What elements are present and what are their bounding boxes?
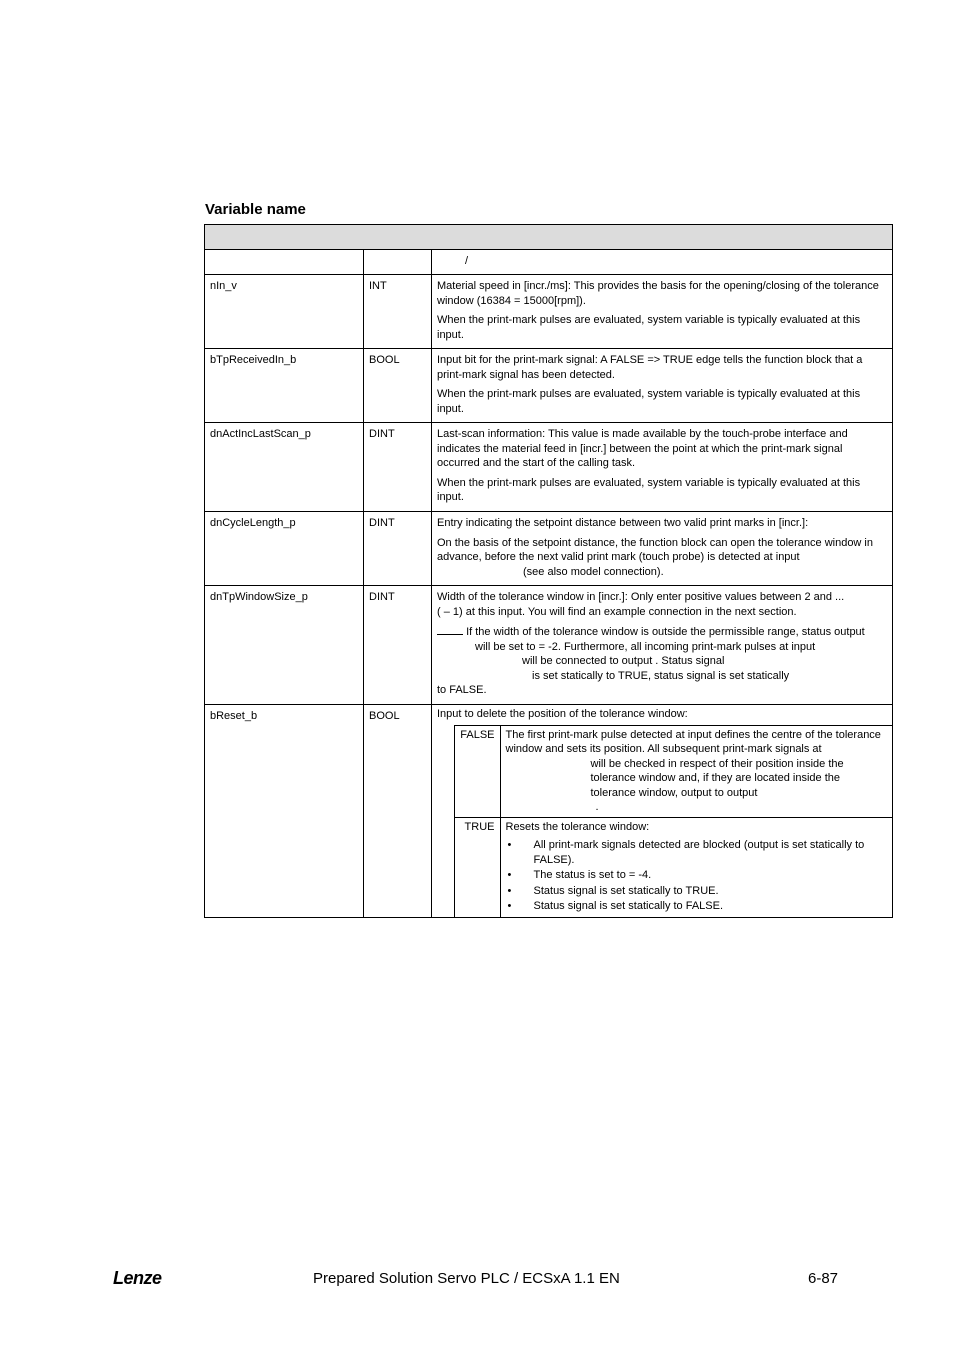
reset-false-label: FALSE <box>454 725 500 817</box>
reset-true-intro: Resets the tolerance window: <box>505 820 650 833</box>
var-desc: (see also model connection). <box>523 565 664 578</box>
var-type: BOOL <box>364 705 432 918</box>
table-header-row <box>205 225 893 250</box>
list-item: • All print-mark signals detected are blocked (output is set statically to FALSE). <box>507 839 865 866</box>
table-row <box>205 423 893 512</box>
var-name: dnCycleLength_p <box>205 512 364 586</box>
note-underline <box>437 624 463 635</box>
var-name: dnTpWindowSize_p <box>205 586 364 705</box>
reset-true-label: TRUE <box>454 817 500 917</box>
page-number: 6-87 <box>808 1270 839 1287</box>
list-item: • Status signal is set statically to FALSE. <box>507 900 724 912</box>
section-title: Variable name <box>205 201 306 218</box>
var-desc: Last-scan information: This value is made available by the touch-probe interface and indicates the material feed in [incr.] between the point at which the print-mark signal occurred and the start of the calling task. <box>437 428 848 469</box>
variables-table <box>204 224 893 918</box>
var-desc: When the print-mark pulses are evaluated, system variable is typically evaluated at this input. <box>437 476 861 503</box>
bullet-icon: • <box>507 884 512 897</box>
bullet-icon: • <box>507 900 512 912</box>
var-desc: On the basis of the setpoint distance, the function block can open the tolerance window in advance, before the next valid print mark (touch probe) is detected at input <box>437 536 873 563</box>
subheader-slash: / <box>465 255 469 267</box>
var-type: DINT <box>364 423 432 512</box>
var-name: bReset_b <box>205 705 364 918</box>
var-name: bTpReceivedIn_b <box>205 349 364 423</box>
var-name: nIn_v <box>205 275 364 349</box>
table-row <box>205 586 893 705</box>
table-row <box>205 512 893 586</box>
var-type: DINT <box>364 512 432 586</box>
reset-false-text: The first print-mark pulse detected at input defines the centre of the tolerance window and sets its position. All subsequent print-mark signals at <box>505 728 881 755</box>
var-desc: is set statically to TRUE, status signal is set statically <box>532 669 790 682</box>
var-desc: Material speed in [incr./ms]: This provides the basis for the opening/closing of the tolerance window (16384 = 15000[rpm]). <box>437 280 879 307</box>
var-type: BOOL <box>364 349 432 423</box>
footer-doc-title: Prepared Solution Servo PLC / ECSxA 1.1 EN <box>313 1270 620 1287</box>
reset-values-table <box>432 725 892 917</box>
reset-false-text: will be checked in respect of their position inside the tolerance window and, if they are located inside the tolerance window, output to output <box>590 757 844 799</box>
var-desc: will be connected to output . Status signal <box>522 655 725 667</box>
var-desc: will be set to = -2. Furthermore, all incoming print-mark pulses at input <box>475 640 816 653</box>
table-row <box>205 349 893 423</box>
table-row <box>205 705 893 918</box>
var-desc: When the print-mark pulses are evaluated, system variable is typically evaluated at this input. <box>437 314 861 341</box>
var-desc: ( – 1) at this input. You will find an example connection in the next section. <box>437 605 797 618</box>
var-desc: to FALSE. <box>437 684 487 696</box>
var-name: dnActIncLastScan_p <box>205 423 364 512</box>
table-subheader-row <box>205 250 893 275</box>
table-row <box>205 275 893 349</box>
reset-intro: Input to delete the position of the tolerance window: <box>437 708 688 720</box>
var-desc: Entry indicating the setpoint distance between two valid print marks in [incr.]: <box>437 517 809 529</box>
var-desc: Input bit for the print-mark signal: A FALSE => TRUE edge tells the function block that a print-mark signal has been detected. <box>437 354 863 381</box>
reset-false-text: . <box>595 801 599 813</box>
var-type: INT <box>364 275 432 349</box>
var-desc: Width of the tolerance window in [incr.]: Only enter positive values between 2 and ... <box>437 591 845 603</box>
bullet-icon: • <box>507 839 512 851</box>
lenze-logo: Lenze <box>113 1268 162 1288</box>
reset-row-true <box>432 817 892 917</box>
var-type: DINT <box>364 586 432 705</box>
reset-row-false <box>432 725 892 817</box>
var-desc: If the width of the tolerance window is outside the permissible range, status output <box>466 626 865 638</box>
bullet-icon: • <box>507 869 512 881</box>
list-item: • The status is set to = -4. <box>507 869 652 881</box>
list-item: • Status signal is set statically to TRUE. <box>507 884 719 897</box>
var-desc: When the print-mark pulses are evaluated, system variable is typically evaluated at this input. <box>437 388 861 415</box>
